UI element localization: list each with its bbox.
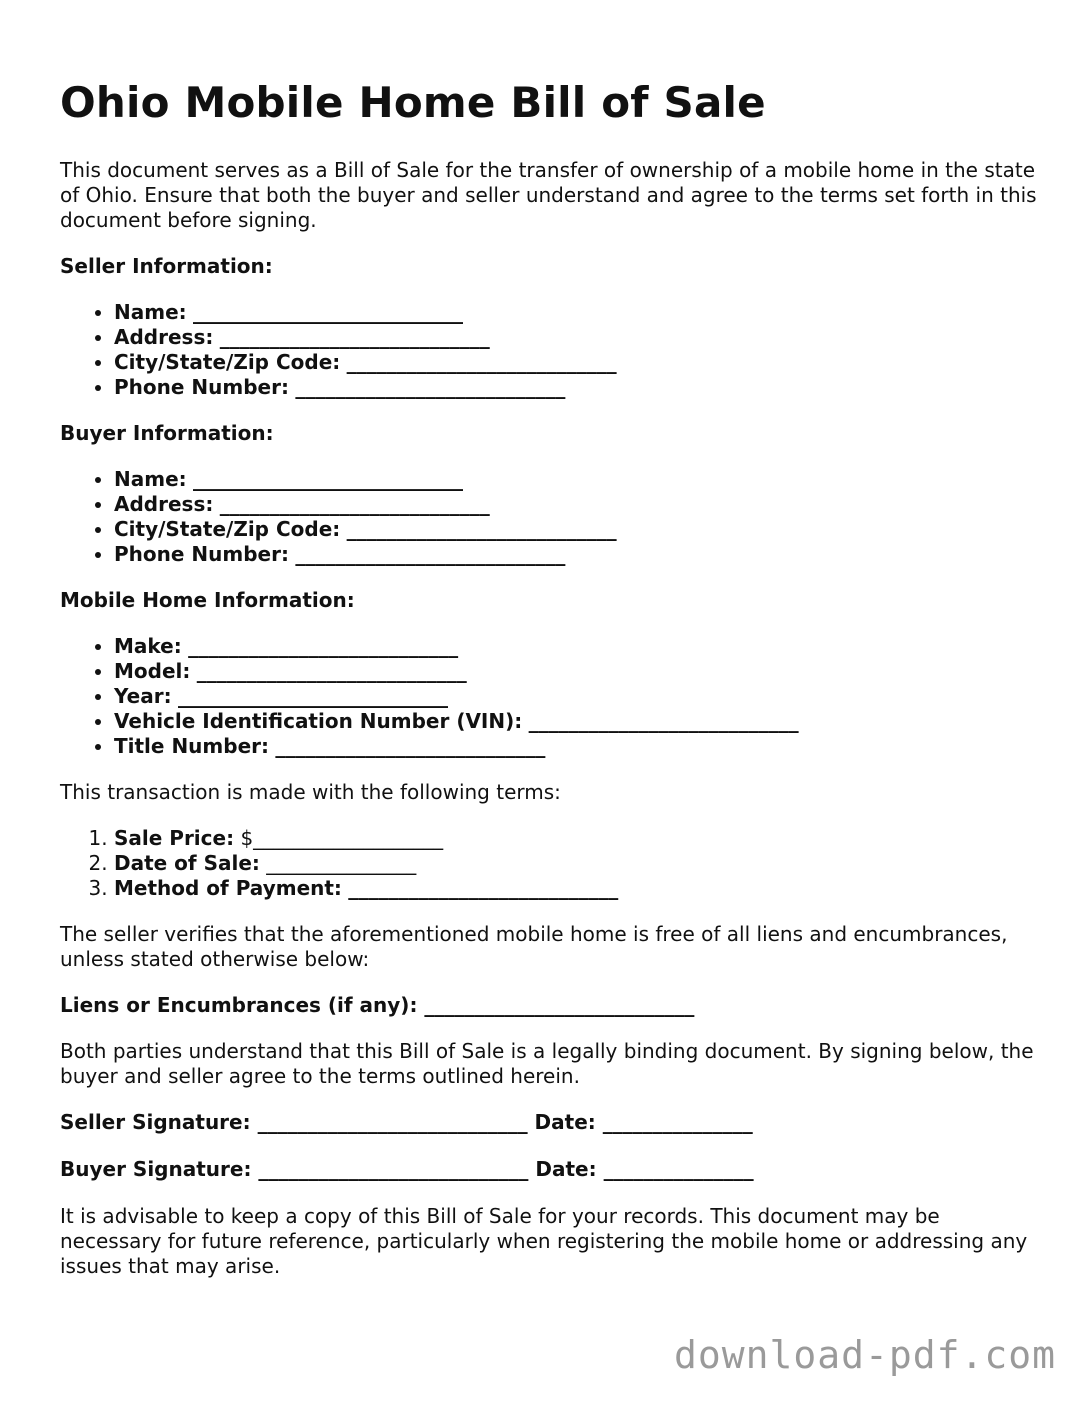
- field-label: City/State/Zip Code:: [114, 517, 341, 541]
- term-method-of-payment: [114, 876, 1040, 901]
- signature-label: Buyer Signature:: [60, 1157, 252, 1181]
- seller-city-item: [114, 350, 1040, 375]
- blank-line: ___________________________: [295, 542, 566, 566]
- blank-line: ___________________________: [193, 467, 463, 491]
- field-label: Sale Price:: [114, 826, 235, 850]
- blank-line: _______________: [266, 851, 417, 875]
- buyer-city-item: [114, 517, 1040, 542]
- binding-statement: Both parties understand that this Bill of Sale is a legally binding document. By signing below, the buyer and seller agree to the terms outlined herein.: [60, 1039, 1034, 1088]
- field-label: Vehicle Identification Number (VIN):: [114, 709, 523, 733]
- seller-address-item: [114, 325, 1040, 350]
- page-title: Ohio Mobile Home Bill of Sale: [60, 78, 766, 127]
- field-label: Address:: [114, 325, 214, 349]
- closing-paragraph: It is advisable to keep a copy of this Bill of Sale for your records. This document may be necessary for future reference, particularly when registering the mobile home or addressing any issues that may arise.: [60, 1204, 1028, 1278]
- field-label: Name:: [114, 467, 187, 491]
- field-label: Model:: [114, 659, 191, 683]
- home-year-item: [114, 684, 1040, 709]
- blank-line: ___________________________: [346, 517, 617, 541]
- buyer-phone-item: [114, 542, 1040, 567]
- field-label: Name:: [114, 300, 187, 324]
- blank-line: $___________________: [240, 826, 444, 850]
- document-page: [60, 76, 1040, 1300]
- buyer-heading: Buyer Information:: [60, 421, 274, 445]
- seller-name-item: [114, 300, 1040, 325]
- field-label: Address:: [114, 492, 214, 516]
- blank-line: ___________________________: [348, 876, 619, 900]
- field-label: Method of Payment:: [114, 876, 342, 900]
- term-date-of-sale: [114, 851, 1040, 876]
- home-heading: Mobile Home Information:: [60, 588, 355, 612]
- field-label: City/State/Zip Code:: [114, 350, 341, 374]
- blank-line: ___________________________: [424, 993, 695, 1017]
- home-list: [60, 634, 1040, 759]
- buyer-list: [60, 467, 1040, 567]
- watermark-text: download-pdf.com: [673, 1333, 1056, 1377]
- liens-field: [60, 993, 1040, 1018]
- field-label: Phone Number:: [114, 375, 289, 399]
- terms-list: [60, 826, 1040, 901]
- seller-phone-item: [114, 375, 1040, 400]
- signature-blank: ___________________________: [258, 1157, 529, 1181]
- home-vin-item: [114, 709, 1040, 734]
- field-label: Make:: [114, 634, 182, 658]
- blank-line: ___________________________: [219, 492, 490, 516]
- date-blank: _______________: [603, 1157, 754, 1181]
- intro-paragraph: This document serves as a Bill of Sale for the transfer of ownership of a mobile home in the state of Ohio. Ensure that both the buyer and seller understand and agree to the terms set forth in this document before signing.: [60, 158, 1037, 232]
- blank-line: ___________________________: [528, 709, 799, 733]
- blank-line: ___________________________: [188, 634, 459, 658]
- date-label: Date:: [535, 1157, 597, 1181]
- signature-blank: ___________________________: [257, 1110, 528, 1134]
- terms-intro: This transaction is made with the following terms:: [60, 780, 561, 804]
- field-label: Title Number:: [114, 734, 269, 758]
- field-label: Liens or Encumbrances (if any):: [60, 993, 418, 1017]
- blank-line: ___________________________: [295, 375, 566, 399]
- blank-line: ___________________________: [346, 350, 617, 374]
- date-label: Date:: [534, 1110, 596, 1134]
- home-make-item: [114, 634, 1040, 659]
- home-model-item: [114, 659, 1040, 684]
- blank-line: ___________________________: [193, 300, 463, 324]
- blank-line: ___________________________: [219, 325, 490, 349]
- term-sale-price: [114, 826, 1040, 851]
- seller-list: [60, 300, 1040, 400]
- home-title-item: [114, 734, 1040, 759]
- buyer-address-item: [114, 492, 1040, 517]
- field-label: Year:: [114, 684, 172, 708]
- blank-line: ___________________________: [196, 659, 467, 683]
- liens-statement: The seller verifies that the aforementioned mobile home is free of all liens and encumbrances, unless stated otherwise below:: [60, 922, 1008, 971]
- seller-heading: Seller Information:: [60, 254, 273, 278]
- seller-signature-row: [60, 1110, 1040, 1135]
- field-label: Phone Number:: [114, 542, 289, 566]
- date-blank: _______________: [602, 1110, 753, 1134]
- blank-line: ___________________________: [275, 734, 546, 758]
- signature-label: Seller Signature:: [60, 1110, 251, 1134]
- blank-line: ___________________________: [177, 684, 448, 708]
- field-label: Date of Sale:: [114, 851, 260, 875]
- buyer-signature-row: [60, 1157, 1040, 1182]
- buyer-name-item: [114, 467, 1040, 492]
